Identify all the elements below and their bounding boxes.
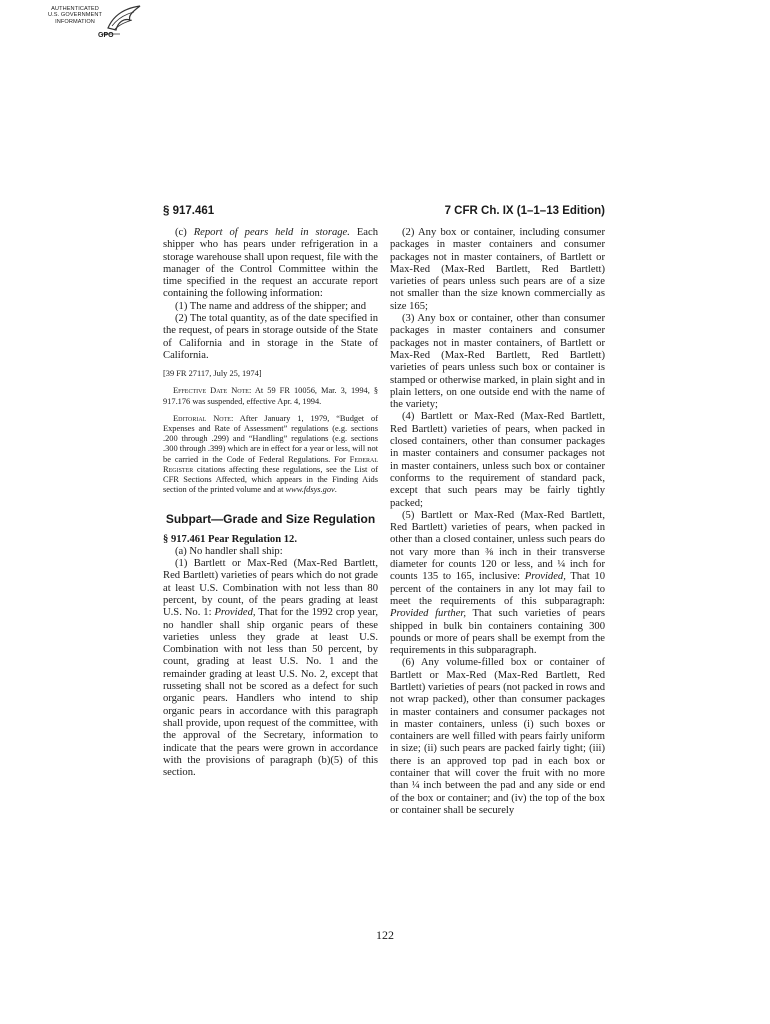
running-head-edition: 7 CFR Ch. IX (1–1–13 Edition) <box>444 205 605 217</box>
paragraph-c <box>163 227 378 301</box>
paragraph-a2: (2) Any box or container, including consumer packages in master containers and consumer packages not in master containers, of Bartlett or Max-Red (Max-Red Bartlett, Red Bartlett) varieties of pears unless such pears are of a size not smaller than the size known commercially as size 165; <box>390 227 605 312</box>
running-head-section: § 917.461 <box>163 205 215 217</box>
logo-line-3: INFORMATION <box>55 18 95 25</box>
left-column <box>163 227 378 779</box>
paragraph-a5-text-3: That such varieties of pears shipped in bulk bin containers containing 300 pounds or more of pears shall be exempt from the requirements in this subparagraph. <box>390 608 605 657</box>
subpart-heading: Subpart—Grade and Size Regulation <box>165 511 376 526</box>
paragraph-a5-text-2: That 10 percent of the containers in any lot may fail to meet the requirements of this subparagraph: <box>390 571 605 607</box>
paragraph-a1-text: (1) Bartlett or Max-Red (Max-Red Bartlett, Red Bartlett) varieties of pears which do not grade at least U.S. Combination with not less than 80 percent, by count, of the pears grading at least U.S. No. 1: <box>163 558 378 619</box>
paragraph-a5-proviso: Provided, <box>524 571 566 583</box>
federal-register-term: Federal Register <box>163 454 378 474</box>
gpo-label: GPO <box>98 32 114 39</box>
logo-line-2: U.S. GOVERNMENT <box>47 12 103 19</box>
paragraph-a5 <box>390 510 605 658</box>
page-number: 122 <box>376 928 394 942</box>
paragraph-a5-proviso-2: Provided further, <box>390 608 466 620</box>
editorial-note-label: Editorial Note: <box>173 413 234 423</box>
section-heading: § 917.461 Pear Regulation 12. <box>163 533 297 545</box>
paragraph-a1-text-2: That for the 1992 crop year, no handler shall ship organic pears of these varieties unless they grade at least U.S. Combination with not less than 50 percent, by count, grading at least U.S. No. 1 and the remainder grading at least U.S. No. 2, except that russeting shall not be scored as a defect for such organic pears. Handlers who intend to ship organic pears in accordance with this paragraph shall provide, upon request of the committee, with the approval of the Secretary, information to indicate that the pears were grown in accordance with the provisions of paragraph (b)(5) of this section. <box>163 607 379 779</box>
paragraph-c-text: Each shipper who has pears under refrigeration in a storage warehouse shall upon request, file with the manager of the Control Committee within the time specified in the request an accurate report containing the following information: <box>163 227 379 300</box>
editorial-note-end: . <box>334 485 337 495</box>
paragraph-a3: (3) Any box or container, other than consumer packages in master containers and consumer packages not in master containers, of Bartlett or Max-Red (Max-Red Bartlett, Red Bartlett) varieties of pears unless such box or container is stamped or otherwise marked, in plain sight and in plain letters, on one outside end with the name of the variety; <box>390 313 605 411</box>
effective-date-note-text: At 59 FR 10056, Mar. 3, 1994, § 917.176 was suspended, effective Apr. 4, 1994. <box>163 386 379 406</box>
paragraph-c-label: (c) <box>175 227 194 238</box>
editorial-note-text: After January 1, 1979, “Budget of Expenses and Rate of Assessment” regulations (e.g. sections .200 through .299) and “Handling” regulations (e.g. sections .300 through .399) which are in effect for a year or less, will not be carried in the Code of Federal Regulations. For <box>163 413 378 464</box>
paragraph-c-heading: Report of pears held in storage. <box>193 227 350 238</box>
paragraph-a6: (6) Any volume-filled box or container of Bartlett or Max-Red (Max-Red Bartlett, Red Bartlett) varieties of pears (not packed in rows and not wrap packed), other than consumer packages in master containers and consumer packages not in master containers, unless (i) such boxes or containers are well filled with pears fairly uniform in size; (ii) such pears are packed fairly tight; (iii) there is an approved top pad in each box or container that will cover the fruit with no more than ¼ inch between the pad and any side or end of the box or container; and (iv) the top of the box or container shall be securely <box>390 657 605 816</box>
editorial-note <box>163 414 378 496</box>
paragraph-c1: (1) The name and address of the shipper; and <box>175 300 367 312</box>
paragraph-a1-proviso: Provided, <box>214 607 256 619</box>
gpo-authentication-logo <box>30 4 142 48</box>
logo-line-1: AUTHENTICATED <box>51 6 99 12</box>
paragraph-a: (a) No handler shall ship: <box>175 545 283 557</box>
fdsys-link[interactable]: www.fdsys.gov <box>285 485 335 495</box>
source-citation: [39 FR 27117, July 25, 1974] <box>163 369 262 379</box>
paragraph-a4: (4) Bartlett or Max-Red (Max-Red Bartlett, Red Bartlett) varieties of pears, when packed in closed containers, other than consumer packages in master containers and consumer packages not in master containers, unless such box or container conforms to the requirement of standard pack, except that such pears may be fairly tightly packed; <box>390 411 605 509</box>
paragraph-a1 <box>163 558 378 779</box>
editorial-note-text-2: citations affecting these regulations, see the List of CFR Sections Affected, which appears in the Finding Aids section of the printed volume and at <box>163 464 378 495</box>
effective-date-note-label: Effective Date Note: <box>173 386 252 396</box>
effective-date-note <box>163 386 378 406</box>
right-column <box>390 227 605 817</box>
paragraph-c2: (2) The total quantity, as of the date specified in the request, of pears in storage outside of the State of California and in storage in the State of California. <box>163 313 378 361</box>
paragraph-a5-text: (5) Bartlett or Max-Red (Max-Red Bartlett, Red Bartlett) varieties of pears, when packed in other than a closed container, unless such pears do not vary more than ⅜ inch in their transverse diameter for counts 120 or less, and ¼ inch for counts 135 to 165, inclusive: <box>390 509 605 583</box>
